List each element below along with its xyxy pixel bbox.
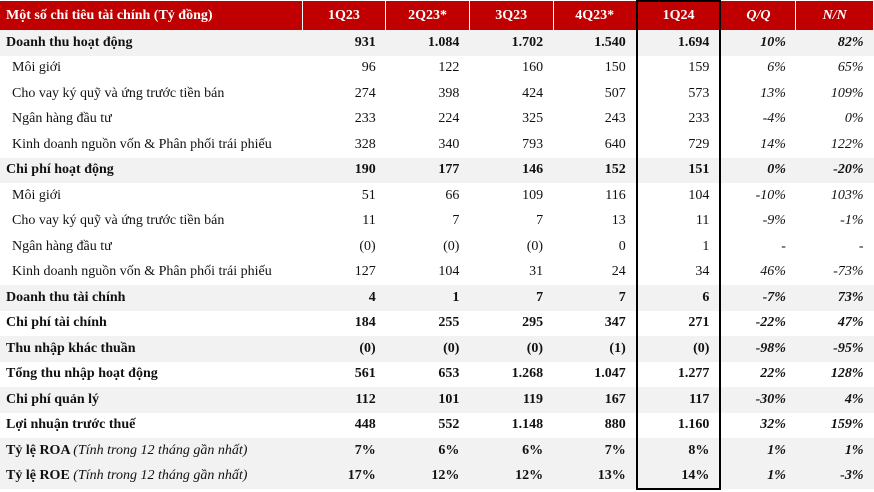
cell-2q23: 398 (438, 85, 460, 101)
cell-2q23: (0) (443, 238, 460, 254)
table-row (0, 336, 874, 362)
cell-3q23: (0) (469, 336, 553, 362)
cell-3q23: (0) (526, 238, 544, 254)
cell-1q24: 1 (637, 234, 721, 260)
cell-qq: -30% (720, 387, 796, 413)
cell-nn: -95% (796, 336, 874, 362)
table-row (0, 158, 874, 184)
table-row (0, 413, 874, 439)
cell-1q24: 14% (637, 464, 721, 490)
cell-1q23: 96 (361, 60, 376, 76)
row-label: Lợi nhuận trước thuế (6, 417, 136, 433)
header-col-4q23: 4Q23* (553, 1, 637, 30)
cell-2q23: 122 (438, 60, 460, 76)
cell-4q23: (1) (553, 336, 637, 362)
row-label: Ngân hàng đầu tư (12, 238, 112, 254)
header-col-qq: Q/Q (720, 1, 796, 30)
table-row (0, 30, 874, 56)
cell-1q23: 17% (302, 464, 386, 490)
cell-4q23: 347 (604, 315, 626, 331)
cell-1q24: 159 (637, 56, 721, 82)
cell-qq: 10% (720, 30, 796, 56)
row-label-note: (Tính trong 12 tháng gần nhất) (73, 442, 248, 458)
table-row (0, 387, 874, 413)
cell-1q23: 7% (302, 438, 386, 464)
table-row (0, 107, 874, 133)
cell-2q23: (0) (386, 336, 470, 362)
cell-4q23: 116 (605, 187, 626, 203)
cell-2q23: 104 (438, 264, 460, 280)
row-label: Kinh doanh nguồn vốn & Phân phối trái phiếu (12, 264, 272, 280)
cell-nn: 159% (830, 417, 864, 433)
cell-4q23: 152 (553, 158, 637, 184)
cell-4q23: 7 (553, 285, 637, 311)
table-row (0, 311, 874, 337)
row-label: Thu nhập khác thuần (0, 336, 302, 362)
cell-qq: -9% (762, 213, 786, 229)
cell-3q23: 1.268 (511, 366, 544, 382)
cell-qq: -10% (755, 187, 786, 203)
cell-nn: -20% (796, 158, 874, 184)
table-body (0, 30, 874, 489)
table-row (0, 464, 874, 490)
header-col-3q23: 3Q23 (469, 1, 553, 30)
row-label (0, 438, 302, 464)
table-row (0, 56, 874, 82)
row-label-text: Tỷ lệ ROE (6, 468, 70, 484)
cell-1q24: 1.277 (637, 362, 721, 388)
cell-qq: -4% (762, 111, 786, 127)
cell-nn: 128% (830, 366, 864, 382)
table-row (0, 183, 874, 209)
cell-3q23: 12% (469, 464, 553, 490)
cell-nn: -3% (796, 464, 874, 490)
cell-4q23: 243 (604, 111, 626, 127)
cell-qq: 6% (767, 60, 786, 76)
cell-3q23: 1.148 (511, 417, 544, 433)
table-row (0, 362, 874, 388)
cell-2q23: 653 (438, 366, 460, 382)
cell-1q24: 1.694 (637, 30, 721, 56)
cell-1q23: 127 (354, 264, 376, 280)
cell-1q24: 233 (637, 107, 721, 133)
cell-1q23: 931 (302, 30, 386, 56)
cell-3q23: 146 (469, 158, 553, 184)
cell-1q24: 271 (637, 311, 721, 337)
cell-3q23: 160 (522, 60, 544, 76)
header-label: Một số chỉ tiêu tài chính (Tỷ đồng) (0, 1, 302, 30)
cell-1q24: 11 (637, 209, 721, 235)
cell-nn: -73% (833, 264, 864, 280)
cell-3q23: 7 (469, 285, 553, 311)
row-label (0, 464, 302, 490)
cell-1q23: 4 (302, 285, 386, 311)
cell-3q23: 1.702 (469, 30, 553, 56)
cell-nn: 122% (830, 136, 864, 152)
cell-1q24: (0) (637, 336, 721, 362)
cell-1q23: 190 (302, 158, 386, 184)
cell-qq: 32% (760, 417, 786, 433)
cell-2q23: 552 (438, 417, 460, 433)
cell-4q23: 150 (604, 60, 626, 76)
cell-nn: 65% (837, 60, 864, 76)
cell-1q24: 151 (637, 158, 721, 184)
row-label: Chi phí tài chính (6, 315, 107, 331)
cell-qq: -7% (720, 285, 796, 311)
cell-nn: 1% (796, 438, 874, 464)
row-label: Kinh doanh nguồn vốn & Phân phối trái phiếu (12, 136, 272, 152)
cell-nn: 4% (796, 387, 874, 413)
cell-2q23: 7 (452, 213, 460, 229)
row-label-note: (Tính trong 12 tháng gần nhất) (73, 468, 248, 484)
cell-nn: 82% (796, 30, 874, 56)
cell-1q24: 1.160 (637, 413, 721, 439)
cell-2q23: 6% (386, 438, 470, 464)
cell-4q23: 880 (604, 417, 626, 433)
cell-4q23: 13% (553, 464, 637, 490)
cell-2q23: 1.084 (386, 30, 470, 56)
cell-4q23: 0 (618, 238, 626, 254)
cell-2q23: 340 (438, 136, 460, 152)
cell-qq: 46% (760, 264, 786, 280)
table-row (0, 209, 874, 235)
header-col-2q23: 2Q23* (386, 1, 470, 30)
cell-nn: 73% (796, 285, 874, 311)
cell-3q23: 7 (536, 213, 544, 229)
cell-4q23: 507 (604, 85, 626, 101)
table-row (0, 234, 874, 260)
cell-1q23: (0) (359, 238, 376, 254)
cell-1q24: 6 (637, 285, 721, 311)
cell-3q23: 119 (469, 387, 553, 413)
table-row (0, 438, 874, 464)
cell-1q23: 328 (354, 136, 376, 152)
cell-qq: 0% (720, 158, 796, 184)
cell-4q23: 640 (604, 136, 626, 152)
header-col-1q24: 1Q24 (637, 1, 721, 30)
header-row (0, 1, 874, 30)
cell-1q23: 112 (302, 387, 386, 413)
cell-nn: -1% (840, 213, 864, 229)
cell-3q23: 424 (522, 85, 544, 101)
cell-nn: 0% (844, 111, 864, 127)
row-label: Cho vay ký quỹ và ứng trước tiền bán (12, 85, 225, 101)
cell-qq: 13% (760, 85, 786, 101)
cell-3q23: 325 (522, 111, 544, 127)
cell-3q23: 793 (522, 136, 544, 152)
cell-4q23: 13 (611, 213, 626, 229)
cell-4q23: 1.047 (594, 366, 626, 382)
cell-1q23: 11 (362, 213, 376, 229)
table-row (0, 260, 874, 286)
cell-1q24: 104 (637, 183, 721, 209)
cell-1q24: 729 (637, 132, 721, 158)
cell-2q23: 255 (438, 315, 460, 331)
cell-4q23: 7% (553, 438, 637, 464)
row-label: Tổng thu nhập hoạt động (6, 366, 158, 382)
row-label-text: Tỷ lệ ROA (6, 442, 70, 458)
cell-1q23: 274 (354, 85, 376, 101)
cell-nn: - (858, 238, 864, 254)
cell-qq: -22% (755, 315, 786, 331)
cell-2q23: 177 (386, 158, 470, 184)
cell-2q23: 224 (438, 111, 460, 127)
cell-2q23: 66 (445, 187, 460, 203)
table-row (0, 132, 874, 158)
row-label: Doanh thu hoạt động (0, 30, 302, 56)
cell-4q23: 24 (611, 264, 626, 280)
cell-2q23: 101 (386, 387, 470, 413)
cell-1q23: 51 (361, 187, 376, 203)
cell-qq: - (781, 238, 786, 254)
cell-1q24: 8% (637, 438, 721, 464)
cell-1q24: 117 (637, 387, 721, 413)
cell-1q23: 448 (354, 417, 376, 433)
cell-2q23: 12% (386, 464, 470, 490)
header-col-1q23: 1Q23 (302, 1, 386, 30)
row-label: Cho vay ký quỹ và ứng trước tiền bán (12, 213, 225, 229)
cell-1q23: 233 (354, 111, 376, 127)
cell-nn: 109% (830, 85, 864, 101)
cell-3q23: 109 (522, 187, 544, 203)
cell-1q24: 573 (637, 81, 721, 107)
cell-2q23: 1 (386, 285, 470, 311)
cell-qq: 22% (760, 366, 786, 382)
cell-1q24: 34 (637, 260, 721, 286)
cell-4q23: 1.540 (553, 30, 637, 56)
cell-3q23: 6% (469, 438, 553, 464)
cell-qq: 1% (720, 438, 796, 464)
row-label: Môi giới (12, 60, 62, 76)
cell-qq: 1% (720, 464, 796, 490)
row-label: Ngân hàng đầu tư (12, 111, 112, 127)
cell-4q23: 167 (553, 387, 637, 413)
cell-1q23: (0) (302, 336, 386, 362)
cell-3q23: 295 (522, 315, 544, 331)
row-label: Chi phí quản lý (0, 387, 302, 413)
cell-1q23: 184 (354, 315, 376, 331)
cell-3q23: 31 (529, 264, 544, 280)
table-row (0, 81, 874, 107)
cell-1q23: 561 (354, 366, 376, 382)
cell-qq: 14% (760, 136, 786, 152)
table-row (0, 285, 874, 311)
row-label: Môi giới (12, 187, 62, 203)
row-label: Doanh thu tài chính (0, 285, 302, 311)
header-col-nn: N/N (796, 1, 874, 30)
cell-nn: 47% (837, 315, 864, 331)
cell-nn: 103% (830, 187, 864, 203)
cell-qq: -98% (720, 336, 796, 362)
row-label: Chi phí hoạt động (0, 158, 302, 184)
